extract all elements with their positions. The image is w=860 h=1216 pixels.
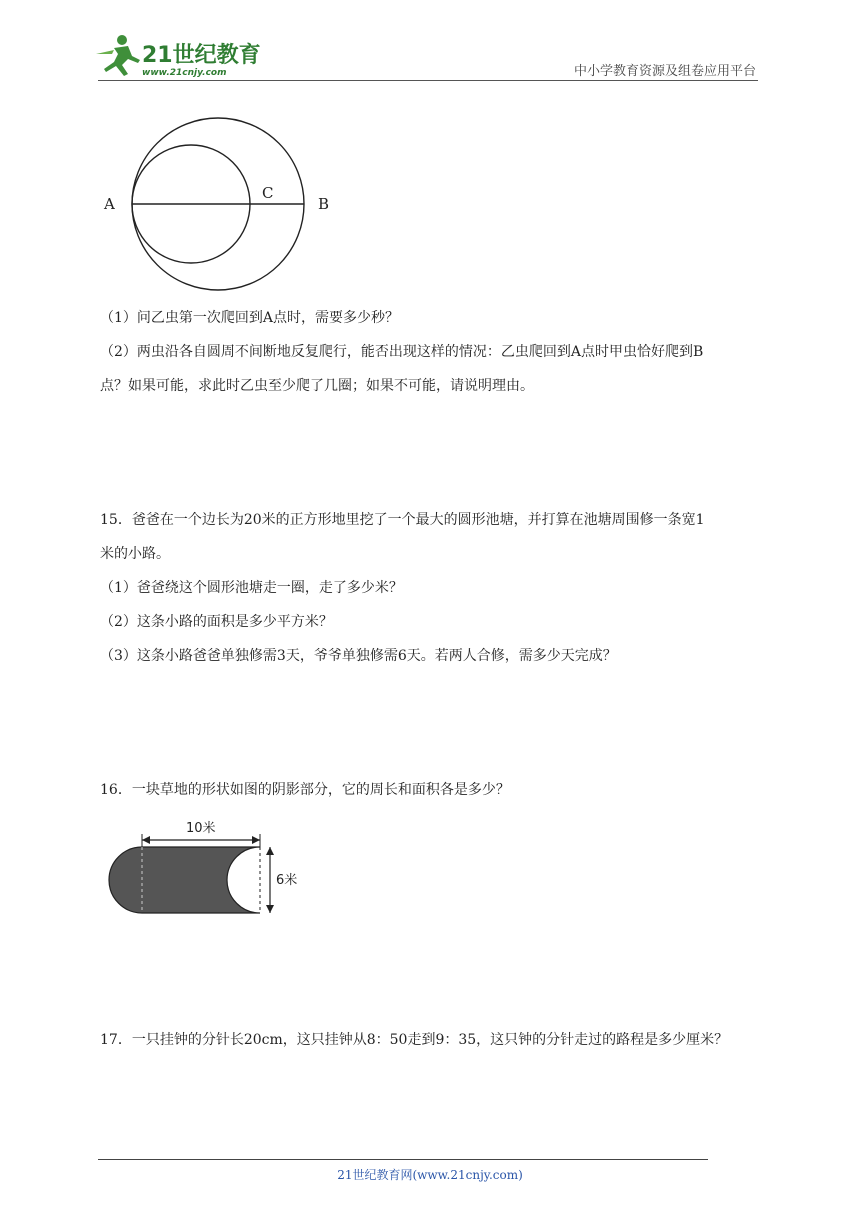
- q14-part2-line1: （2）两虫沿各自圆周不间断地反复爬行，能否出现这样的情况：乙虫爬回到A点时甲虫恰好爬到B: [100, 344, 704, 360]
- q14-part2-line2: 点？如果可能，求此时乙虫至少爬了几圈；如果不可能，请说明理由。: [100, 378, 534, 394]
- label-b: B: [318, 195, 330, 213]
- footer-divider: [98, 1159, 708, 1160]
- q15-line1: 15．爸爸在一个边长为20米的正方形地里挖了一个最大的圆形池塘，并打算在池塘周围修一条宽1: [100, 512, 705, 528]
- lawn-figure: [100, 812, 310, 922]
- footer-text: 21世纪教育网(www.21cnjy.com): [337, 1168, 523, 1182]
- label-a: A: [104, 195, 115, 213]
- width-label: 10米: [186, 821, 216, 836]
- header-divider: [98, 80, 758, 81]
- logo-text: 21世纪教育: [142, 43, 261, 68]
- q14-part1: （1）问乙虫第一次爬回到A点时，需要多少秒？: [100, 310, 400, 326]
- height-label: 6米: [276, 873, 298, 888]
- header-platform-text: 中小学教育资源及组卷应用平台: [573, 64, 756, 79]
- circles-figure: [96, 112, 346, 292]
- q15-line2: 米的小路。: [100, 546, 170, 562]
- site-logo: [92, 32, 262, 80]
- q15-part1: （1）爸爸绕这个圆形池塘走一圈，走了多少米？: [100, 580, 403, 596]
- q15-part3: （3）这条小路爸爸单独修需3天，爷爷单独修需6天。若两人合修，需多少天完成？: [100, 648, 617, 664]
- logo-url: www.21cnjy.com: [142, 68, 227, 78]
- q15-part2: （2）这条小路的面积是多少平方米？: [100, 614, 333, 630]
- label-c: C: [262, 184, 274, 202]
- q16-text: 16．一块草地的形状如图的阴影部分，它的周长和面积各是多少？: [100, 782, 510, 798]
- runner-icon: [96, 35, 140, 76]
- q17-text: 17．一只挂钟的分针长20cm，这只挂钟从8：50走到9：35，这只钟的分针走过的路程是多少厘米？: [100, 1032, 729, 1048]
- shaded-region: [109, 847, 260, 913]
